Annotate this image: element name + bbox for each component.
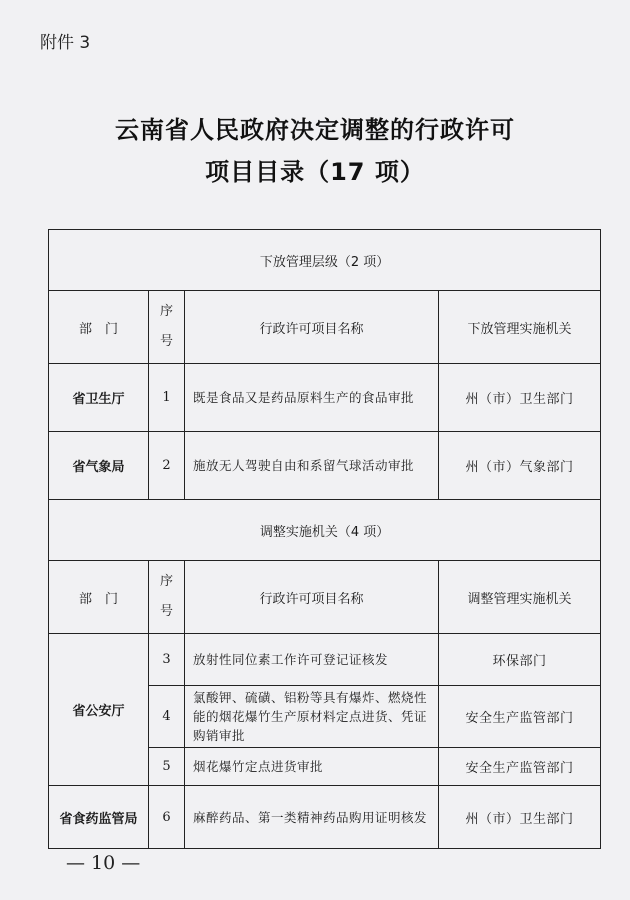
dept-cell: 省食药监管局: [49, 786, 149, 849]
num-cell: 1: [149, 364, 185, 432]
section-heading-row: [49, 230, 601, 291]
num-cell: 4: [149, 686, 185, 748]
header-seq-bottom: 号: [159, 334, 173, 349]
num-cell: 2: [149, 432, 185, 500]
table-row: [49, 634, 601, 686]
header-seq-top: 序: [159, 304, 173, 319]
table-row: [49, 432, 601, 500]
header-seq-bottom: 号: [159, 604, 173, 619]
attachment-label: 附件 3: [40, 33, 91, 53]
column-header-row: [49, 291, 601, 364]
document-title-line2: 项目目录（17 项）: [205, 158, 425, 186]
org-cell: 安全生产监管部门: [439, 748, 601, 786]
name-cell: 施放无人驾驶自由和系留气球活动审批: [185, 432, 439, 500]
document-title-line1: 云南省人民政府决定调整的行政许可: [115, 116, 515, 144]
org-cell: 安全生产监管部门: [439, 686, 601, 748]
org-cell: 环保部门: [439, 634, 601, 686]
page-number: — 10 —: [66, 852, 141, 874]
permit-table: [48, 229, 601, 849]
num-cell: 5: [149, 748, 185, 786]
org-cell: 州（市）卫生部门: [439, 364, 601, 432]
header-org: 调整管理实施机关: [439, 561, 601, 634]
name-cell: 氯酸钾、硫磺、铝粉等具有爆炸、燃烧性能的烟花爆竹生产原材料定点进货、凭证购销审批: [185, 686, 439, 748]
header-org: 下放管理实施机关: [439, 291, 601, 364]
dept-cell: 省卫生厅: [49, 364, 149, 432]
section-heading-row: [49, 500, 601, 561]
table-row: [49, 364, 601, 432]
column-header-row: [49, 561, 601, 634]
num-cell: 6: [149, 786, 185, 849]
table-row: [49, 786, 601, 849]
org-cell: 州（市）卫生部门: [439, 786, 601, 849]
header-seq: [149, 561, 185, 634]
name-cell: 放射性同位素工作许可登记证核发: [185, 634, 439, 686]
section-heading: 调整实施机关（4 项）: [49, 500, 601, 561]
dept-cell: 省公安厅: [49, 634, 149, 786]
name-cell: 既是食品又是药品原料生产的食品审批: [185, 364, 439, 432]
name-cell: 烟花爆竹定点进货审批: [185, 748, 439, 786]
header-seq-top: 序: [159, 574, 173, 589]
header-dept: 部 门: [49, 561, 149, 634]
header-dept: 部 门: [49, 291, 149, 364]
header-seq: [149, 291, 185, 364]
header-name: 行政许可项目名称: [185, 561, 439, 634]
section-heading: 下放管理层级（2 项）: [49, 230, 601, 291]
dept-cell: 省气象局: [49, 432, 149, 500]
org-cell: 州（市）气象部门: [439, 432, 601, 500]
num-cell: 3: [149, 634, 185, 686]
name-cell: 麻醉药品、第一类精神药品购用证明核发: [185, 786, 439, 849]
header-name: 行政许可项目名称: [185, 291, 439, 364]
